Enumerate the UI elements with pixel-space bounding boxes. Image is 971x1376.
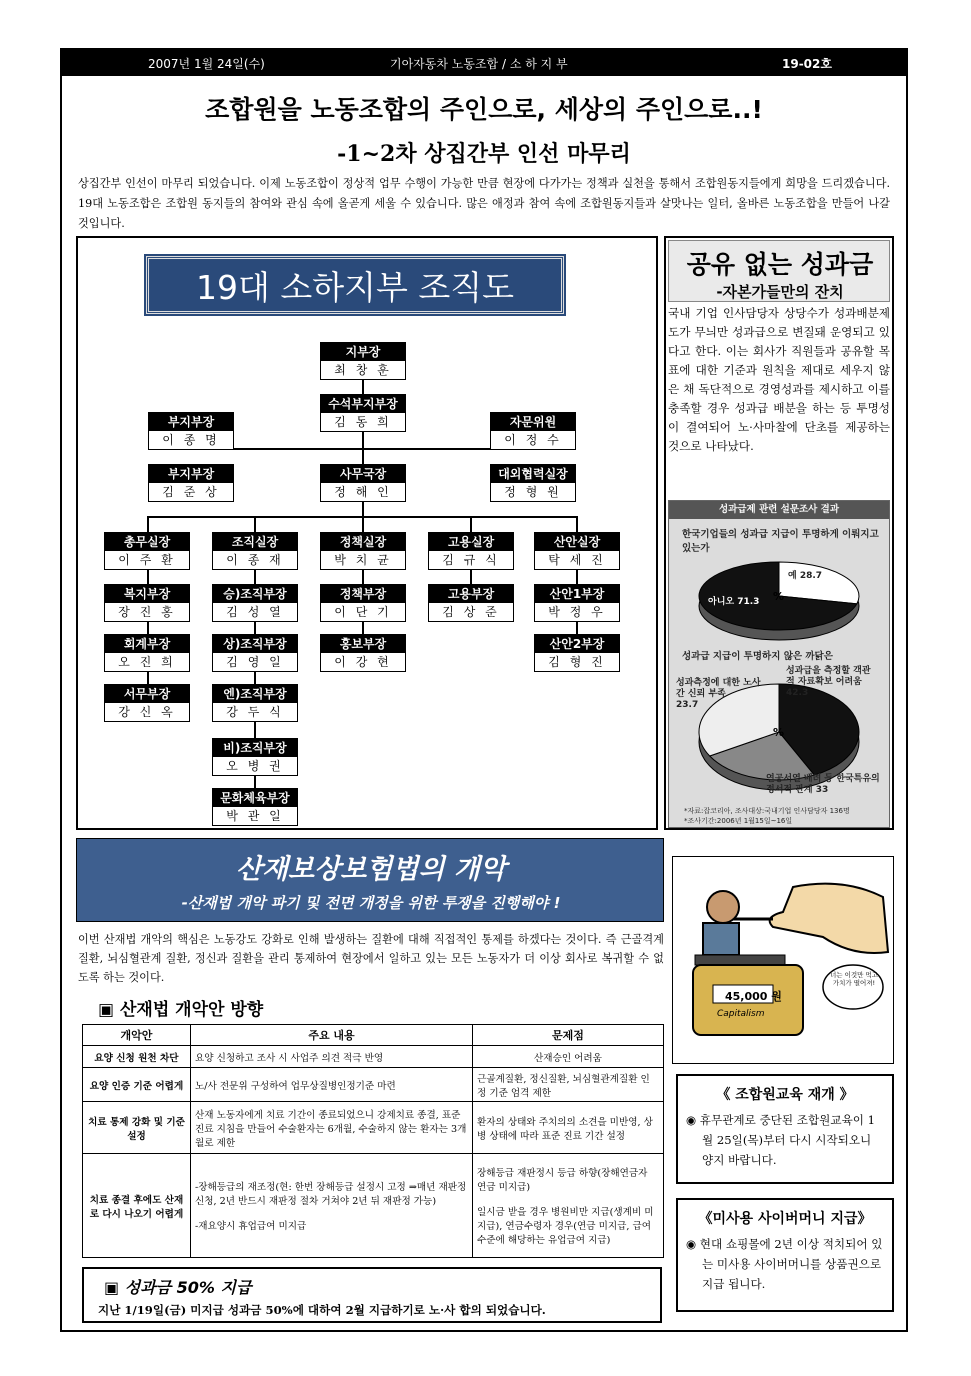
table-row bbox=[83, 1102, 664, 1154]
pie-center-symbol: % bbox=[773, 590, 785, 603]
pie-chart-1 bbox=[668, 550, 890, 660]
org-member-role: 비)조직부장 bbox=[213, 739, 297, 757]
org-member-name: 김 영 일 bbox=[226, 655, 284, 669]
org-member-name: 오 병 권 bbox=[226, 759, 284, 773]
org-member-name: 장 진 홍 bbox=[118, 605, 176, 619]
org-member-name: 이 강 현 bbox=[334, 655, 392, 669]
org-member-role: 홍보부장 bbox=[321, 635, 405, 653]
pie1-label-no: 아니오 71.3 bbox=[708, 597, 760, 607]
table-header: 주요 내용 bbox=[191, 1025, 473, 1046]
law-table bbox=[82, 1024, 664, 1258]
org-member-role: 자문위원 bbox=[491, 413, 575, 431]
subheadline: -1~2차 상집간부 인선 마무리 bbox=[337, 141, 631, 167]
bonus-body: 지난 1/19일(금) 미지급 성과금 50%에 대하여 2월 지급하기로 노·사 합의 되었습니다. bbox=[98, 1303, 546, 1317]
org-member-card bbox=[104, 584, 190, 622]
survey-chart2-title: 성과급 지급이 투명하지 않은 까닭은 bbox=[682, 651, 833, 662]
org-member-role: 조직실장 bbox=[213, 533, 297, 551]
org-member-role: 정책부장 bbox=[321, 585, 405, 603]
org-member-name: 박 관 일 bbox=[226, 809, 284, 823]
header-issue: 19-02호 bbox=[782, 57, 832, 71]
org-member-card bbox=[490, 412, 576, 450]
table-cell: 노/사 전문위 구성하여 업무상질병인정기준 마련 bbox=[191, 1068, 473, 1102]
org-member-role: 문화체육부장 bbox=[213, 789, 297, 807]
survey-footnote-2: *조사기간:2006년 1월15일~16일 bbox=[684, 817, 793, 825]
org-member-card bbox=[490, 464, 576, 502]
cartoon-speech: 너는 이것만 먹고 가치가 떨어져! bbox=[829, 971, 879, 987]
org-connector-line bbox=[254, 516, 256, 532]
org-member-name: 김 상 준 bbox=[442, 605, 500, 619]
table-header-row bbox=[83, 1025, 664, 1046]
article2-banner bbox=[76, 838, 664, 922]
org-member-card bbox=[320, 532, 406, 570]
table-row bbox=[83, 1068, 664, 1102]
org-member-card bbox=[104, 532, 190, 570]
org-member-role: 대외협력실장 bbox=[491, 465, 575, 483]
org-connector-line bbox=[191, 448, 533, 450]
table-cell: 요양 신청 원천 차단 bbox=[83, 1046, 191, 1068]
headline: 조합원을 노동조합의 주인으로, 세상의 주인으로..! bbox=[205, 95, 763, 124]
sidebar-body: 국내 기업 인사담당자 상당수가 성과배분제도가 무늬만 성과급으로 변질돼 운영되고 있다고 한다. 이는 회사가 직원들과 공유할 목표에 대한 기준과 원칙을 제대로 세우지 않은 채 독단적으로 경영성과를 제시하고 이를 충족할 경우 성과급 배분을 하는 등 투명성이 결여되어 노·사마찰에 단초를 제공하는 것으로 나타났다. bbox=[668, 306, 890, 453]
org-member-role: 총무실장 bbox=[105, 533, 189, 551]
notice-education-body: ◉ 휴무관계로 중단된 조합원교육이 1월 25일(목)부터 다시 시작되오니 양지 바랍니다. bbox=[686, 1113, 876, 1167]
org-member-role: 산안실장 bbox=[535, 533, 619, 551]
org-member-card bbox=[320, 464, 406, 502]
header-bar bbox=[60, 48, 908, 76]
table-header: 개악안 bbox=[83, 1025, 191, 1046]
org-member-name: 정 해 인 bbox=[334, 485, 392, 499]
org-member-role: 엔)조직부장 bbox=[213, 685, 297, 703]
org-member-role: 산안2부장 bbox=[535, 635, 619, 653]
sidebar-subtitle: -자본가들만의 잔치 bbox=[716, 283, 844, 301]
org-member-name: 이 종 재 bbox=[226, 553, 284, 567]
org-member-name: 강 두 식 bbox=[226, 705, 284, 719]
org-member-role: 부지부장 bbox=[149, 413, 233, 431]
org-member-role: 회계부장 bbox=[105, 635, 189, 653]
survey-footnote-1: *자료:잡코리아, 조사대상:국내기업 인사담당자 136명 bbox=[684, 807, 850, 815]
article2-title: 산재보상보험법의 개악 bbox=[235, 854, 507, 885]
org-member-name: 이 단 기 bbox=[334, 605, 392, 619]
org-member-card bbox=[320, 342, 406, 380]
header-date: 2007년 1월 24일(수) bbox=[148, 57, 265, 71]
cartoon-scale-label: Capitalism bbox=[717, 1009, 765, 1019]
org-member-name: 김 형 진 bbox=[548, 655, 606, 669]
table-cell: 환자의 상태와 주치의의 소견을 미반영, 상병 상태에 따라 표준 진료 기간 설정 bbox=[473, 1102, 664, 1154]
cartoon-scale-value: 45,000 원 bbox=[725, 990, 782, 1003]
org-member-card bbox=[212, 684, 298, 722]
org-member-role: 정책실장 bbox=[321, 533, 405, 551]
table-cell: 요양 신청하고 조사 시 사업주 의견 적극 반영 bbox=[191, 1046, 473, 1068]
org-member-card bbox=[148, 412, 234, 450]
org-member-card bbox=[534, 532, 620, 570]
org-member-card bbox=[212, 738, 298, 776]
org-member-card bbox=[534, 584, 620, 622]
org-member-name: 이 종 명 bbox=[162, 433, 220, 447]
pie2-label-a: 성과급을 측정할 객관적 자료확보 어려움 42.3 bbox=[786, 666, 871, 698]
org-member-role: 고용부장 bbox=[429, 585, 513, 603]
org-member-card bbox=[148, 464, 234, 502]
table-cell: 장해등급 재판정시 등급 하향(장해연금자 연금 미지급) 일시금 받을 경우 병원비만 지급(생계비 미지급), 연금수령자 경우(연금 미지급, 급여수준에 해당하는 유업급여 지급) bbox=[473, 1154, 664, 1258]
org-member-card bbox=[320, 394, 406, 432]
org-member-role: 서무부장 bbox=[105, 685, 189, 703]
org-member-role: 지부장 bbox=[321, 343, 405, 361]
org-member-card bbox=[212, 634, 298, 672]
notice-cybermoney-title: 《미사용 사이버머니 지급》 bbox=[698, 1211, 872, 1227]
sidebar-title: 공유 없는 성과금 bbox=[686, 250, 874, 279]
cartoon-drawing bbox=[673, 857, 893, 1063]
org-member-name: 최 창 훈 bbox=[334, 363, 392, 377]
org-member-role: 사무국장 bbox=[321, 465, 405, 483]
intro-paragraph: 상집간부 인선이 마무리 되었습니다. 이제 노동조합이 정상적 업무 수행이 가능한 만큼 현장에 다가가는 정책과 실천을 통해서 조합원동지들에게 희망을 드리겠습니다. 19대 노동조합은 조합원 동지들의 참여와 관심 속에 올곧게 세울 수 있습니다. 많은 애정과 참여 속에 조합원동지들과 살맛나는 일터, 올바른 노동조합을 만들어 나갈 것입니다. bbox=[78, 177, 890, 230]
org-connector-line bbox=[147, 516, 149, 532]
org-member-role: 승)조직부장 bbox=[213, 585, 297, 603]
sidebar-title-box bbox=[668, 240, 890, 302]
survey-header: 성과급제 관련 설문조사 결과 bbox=[669, 501, 889, 519]
org-member-card bbox=[428, 532, 514, 570]
org-member-card bbox=[104, 634, 190, 672]
org-member-card bbox=[428, 584, 514, 622]
org-member-name: 김 규 식 bbox=[442, 553, 500, 567]
org-member-name: 김 동 희 bbox=[334, 415, 392, 429]
pie2-label-c: 연공서열 배려 등 한국특유의 정서적 관계 33 bbox=[766, 774, 880, 795]
org-member-card bbox=[320, 634, 406, 672]
org-member-name: 김 준 상 bbox=[162, 485, 220, 499]
table-cell: 치료 통제 강화 및 기준 설정 bbox=[83, 1102, 191, 1154]
table-cell: 근골계질환, 정신질환, 뇌심혈관계질환 인정 기준 엄격 제한 bbox=[473, 1068, 664, 1102]
org-member-name: 이 정 수 bbox=[504, 433, 562, 447]
org-member-role: 상)조직부장 bbox=[213, 635, 297, 653]
org-member-name: 정 형 원 bbox=[504, 485, 562, 499]
pie1-label-yes: 예 28.7 bbox=[788, 571, 823, 581]
article2-body: 이번 산재법 개악의 핵심은 노동강도 강화로 인해 발생하는 질환에 대해 직접적인 통제를 하겠다는 것이다. 즉 근골격계 질환, 뇌심혈관계 질환, 정신과 질환을 관리 통제하여 현장에서 일하고 있는 모든 노동자가 더 이상 회사로 복귀할 수 없도록 하는 것이다. bbox=[78, 933, 664, 984]
org-member-name: 박 정 우 bbox=[548, 605, 606, 619]
org-member-card bbox=[212, 788, 298, 826]
org-member-card bbox=[212, 532, 298, 570]
bonus-title: ▣ 성과금 50% 지급 bbox=[104, 1278, 252, 1297]
notice-cybermoney bbox=[676, 1198, 894, 1312]
table-row bbox=[83, 1154, 664, 1258]
org-member-name: 김 성 열 bbox=[226, 605, 284, 619]
table-header: 문제점 bbox=[473, 1025, 664, 1046]
pie-center-symbol: % bbox=[773, 726, 785, 739]
section-heading: ▣ 산재법 개악안 방향 bbox=[98, 1000, 264, 1020]
article2-subtitle: -산재법 개악 파기 및 전면 개정을 위한 투쟁을 진행해야 ! bbox=[181, 894, 561, 912]
org-member-role: 산안1부장 bbox=[535, 585, 619, 603]
header-publisher: 기아자동차 노동조합 / 소 하 지 부 bbox=[390, 57, 568, 71]
notice-cybermoney-body: ◉ 현대 쇼핑몰에 2년 이상 적치되어 있는 미사용 사이버머니를 상품권으로 지급 됩니다. bbox=[686, 1237, 883, 1291]
org-member-name: 박 치 균 bbox=[334, 553, 392, 567]
survey-chart1-title: 한국기업들의 성과급 지급이 투명하게 이뤄지고 있는가 bbox=[682, 529, 879, 554]
org-member-card bbox=[104, 684, 190, 722]
org-member-name: 강 신 옥 bbox=[118, 705, 176, 719]
bonus-notice bbox=[82, 1267, 662, 1323]
table-cell: 요양 인증 기준 어렵게 bbox=[83, 1068, 191, 1102]
org-member-name: 탁 세 진 bbox=[548, 553, 606, 567]
table-cell: 치료 종결 후에도 산재로 다시 나오기 어렵게 bbox=[83, 1154, 191, 1258]
table-cell: -장해등급의 재조정(현: 한번 장해등급 설정시 고정 ⇒매년 재판정 신청, 2년 반드시 재판정 절차 거쳐야 2년 뒤 재판정 가능) -재요양시 휴업급여 미지급 bbox=[191, 1154, 473, 1258]
pie2-label-b: 성과측정에 대한 노사간 신뢰 부족 23.7 bbox=[676, 678, 761, 710]
table-row bbox=[83, 1046, 664, 1068]
org-connector-line bbox=[362, 516, 364, 532]
org-member-role: 고용실장 bbox=[429, 533, 513, 551]
org-member-name: 오 진 희 bbox=[118, 655, 176, 669]
org-member-card bbox=[534, 634, 620, 672]
notice-education-title: 《 조합원교육 재개 》 bbox=[716, 1087, 854, 1103]
org-member-name: 이 주 환 bbox=[118, 553, 176, 567]
org-member-card bbox=[212, 584, 298, 622]
table-cell: 산재승인 어려움 bbox=[473, 1046, 664, 1068]
org-member-card bbox=[320, 584, 406, 622]
org-connector-line bbox=[470, 568, 472, 584]
org-member-role: 부지부장 bbox=[149, 465, 233, 483]
org-connector-line bbox=[576, 516, 578, 532]
org-member-role: 수석부지부장 bbox=[321, 395, 405, 413]
org-chart-title: 19대 소하지부 조직도 bbox=[146, 256, 564, 314]
table-cell: 산재 노동자에게 치료 기간이 종료되었으니 강제치료 종결, 표준 진료 지침을 만들어 수술환자는 6개월, 수술하지 않는 환자는 3개월로 제한 bbox=[191, 1102, 473, 1154]
cartoon-illustration bbox=[672, 856, 894, 1064]
org-connector-line bbox=[470, 516, 472, 532]
org-member-role: 복지부장 bbox=[105, 585, 189, 603]
notice-education bbox=[676, 1074, 894, 1184]
